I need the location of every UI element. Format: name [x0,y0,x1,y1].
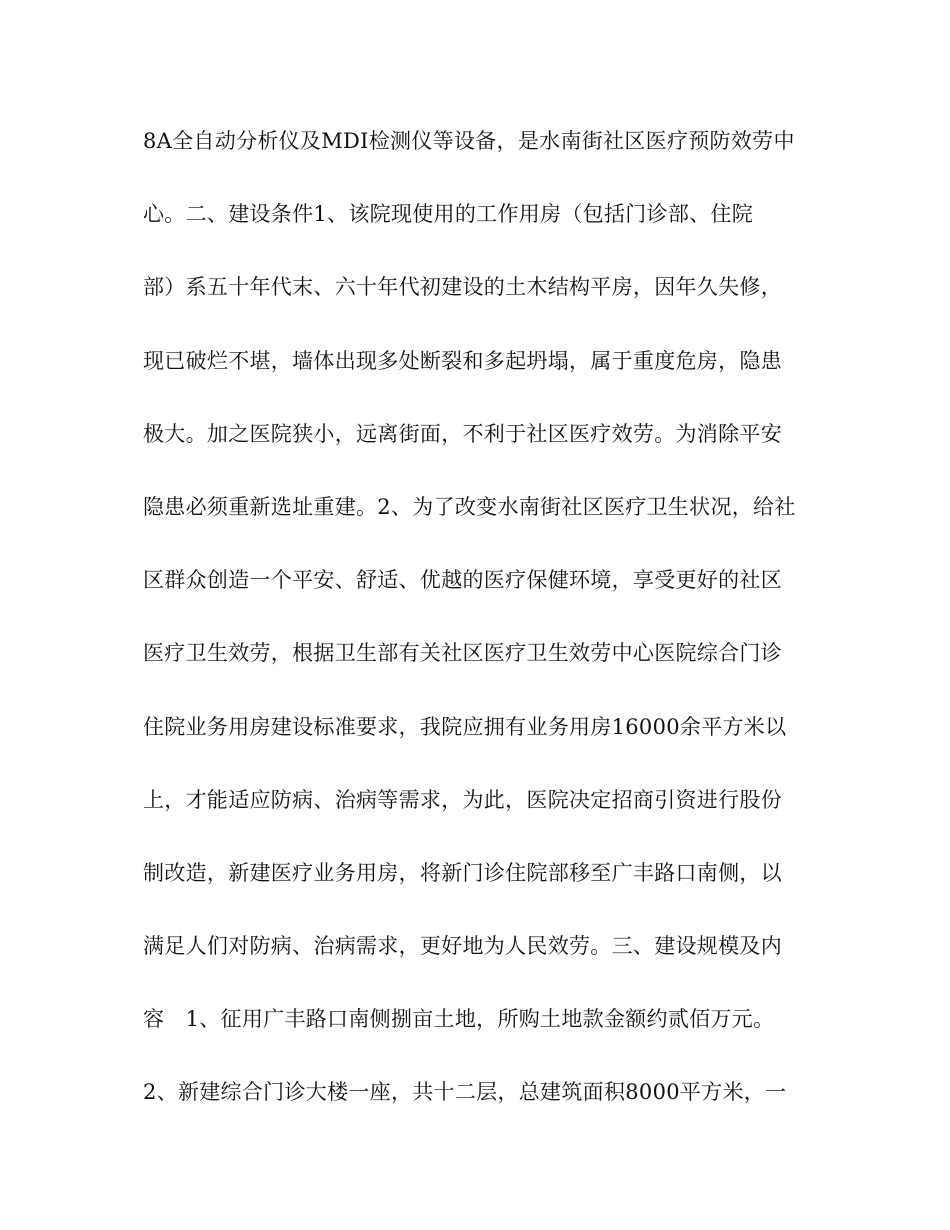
text-line: 极大。加之医院狭小，远离街面，不利于社区医疗效劳。为消除平安 [143,421,782,446]
text-line: 制改造，新建医疗业务用房，将新门诊住院部移至广丰路口南侧，以 [143,860,782,885]
text-line: 上，才能适应防病、治病等需求，为此，医院决定招商引资进行股份 [143,787,782,812]
text-line: 住院业务用房建设标准要求，我院应拥有业务用房16000余平方米以 [143,714,787,739]
text-line: 医疗卫生效劳，根据卫生部有关社区医疗卫生效劳中心医院综合门诊 [143,641,782,666]
text-line: 隐患必须重新选址重建。2、为了改变水南街社区医疗卫生状况，给社 [143,494,796,519]
text-line: 满足人们对防病、治病需求，更好地为人民效劳。三、建设规模及内 [143,934,782,959]
text-line: 现已破烂不堪，墙体出现多处断裂和多起坍塌，属于重度危房，隐患 [143,348,782,373]
text-line: 心。二、建设条件1、该院现使用的工作用房（包括门诊部、住院 [143,202,754,227]
text-line: 8A全自动分析仪及MDI检测仪等设备，是水南街社区医疗预防效劳中 [143,129,795,153]
text-line: 2、新建综合门诊大楼一座，共十二层，总建筑面积8000平方米，一 [143,1080,787,1105]
text-line: 部）系五十年代末、六十年代初建设的土木结构平房，因年久失修， [143,275,782,300]
text-line: 区群众创造一个平安、舒适、优越的医疗保健环境，享受更好的社区 [143,568,782,593]
text-line: 容 1、征用广丰路口南侧捌亩土地，所购土地款金额约贰佰万元。 [143,1007,775,1032]
body-text [143,120,823,1145]
